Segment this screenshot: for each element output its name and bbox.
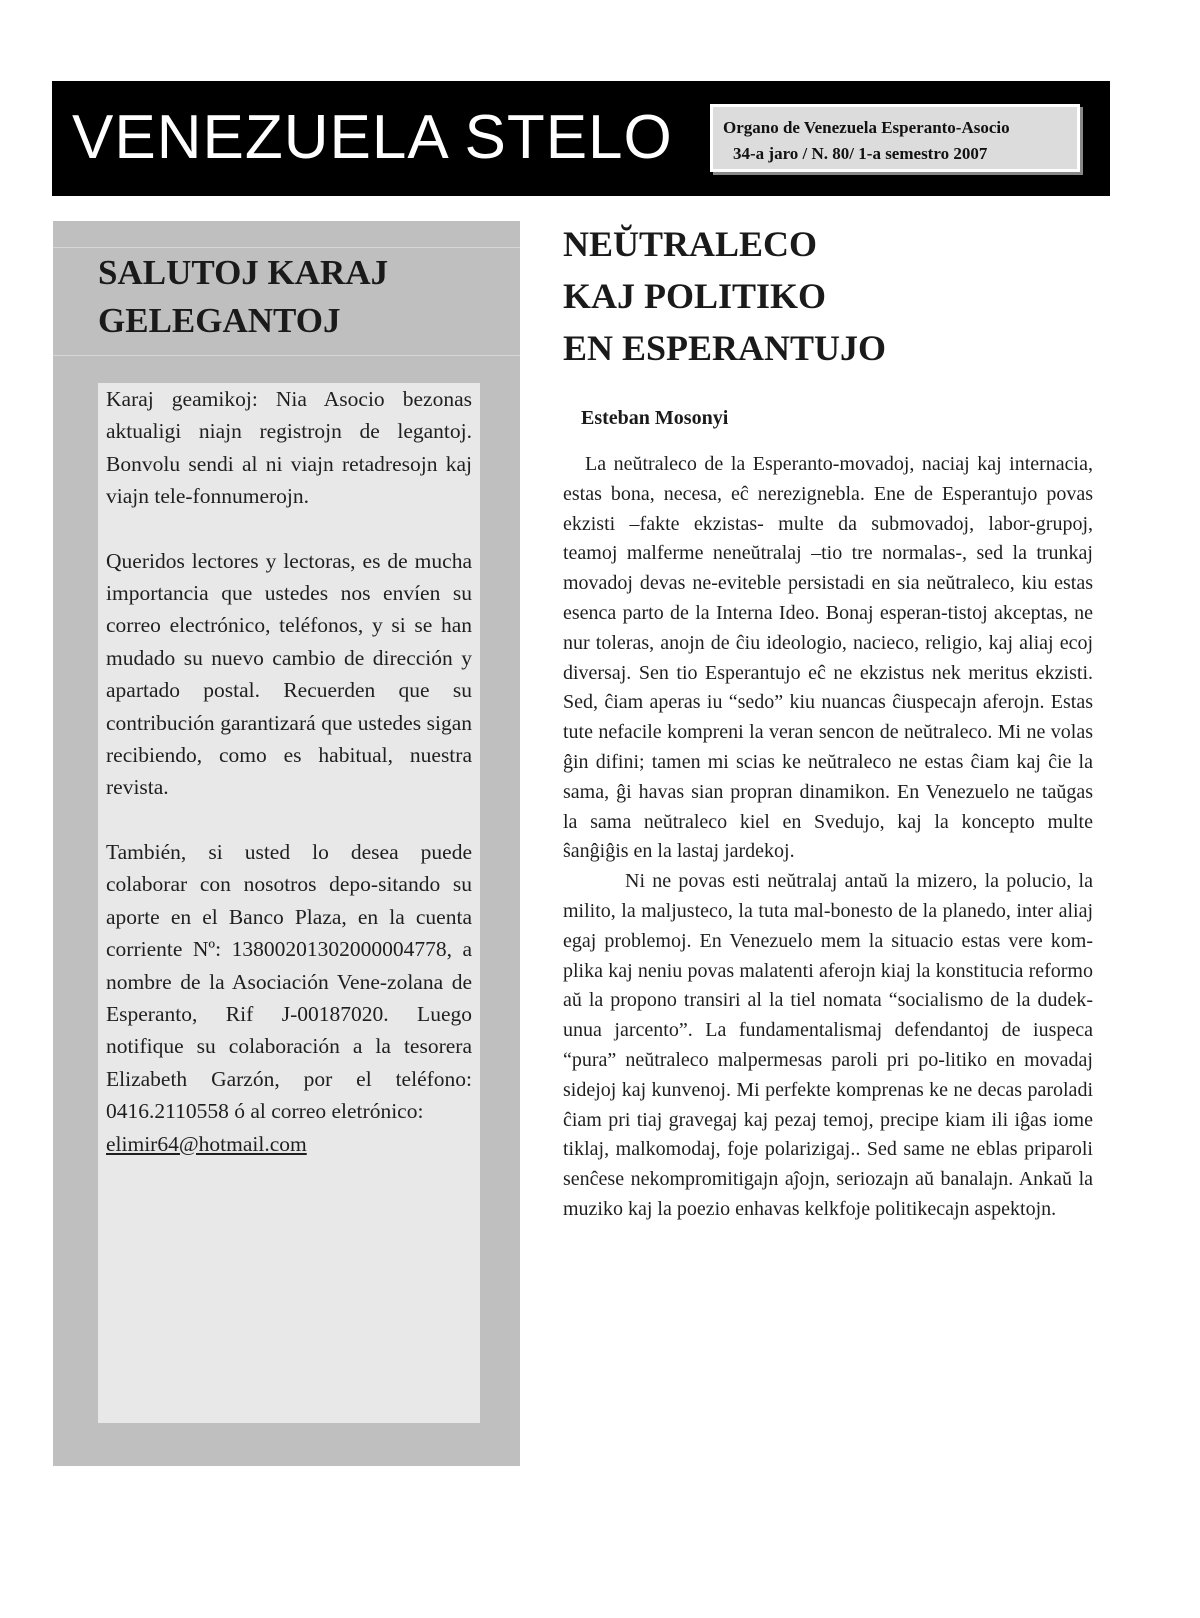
issue-info-box bbox=[710, 104, 1080, 172]
sidebar-heading bbox=[98, 249, 388, 345]
sidebar-paragraph-donation bbox=[106, 836, 472, 1160]
issue-number: 34-a jaro / N. 80/ 1-a semestro 2007 bbox=[733, 144, 988, 163]
sidebar-divider-top bbox=[53, 247, 520, 248]
article-paragraph: La neŭtraleco de la Esperanto-movadoj, naciaj kaj internacia, estas bona, necesa, eĉ nerezignebla. Ene de Esperantujo povas ekzisti –fakte ekzistas- multe da submovadoj, labor-grupoj, teamoj malferme neneŭtralaj –tio tre normalas-, sed la trunkaj movadoj devas ne-eviteble persistadi en sia neŭtraleco, kiu estas esenca parto de la Interna Ideo. Bonaj esperan-tistoj akceptas, ne nur toleras, anojn de ĉiu ideologio, nacieco, religio, kaj aliaj ecoj diversaj. Sen tio Esperantujo eĉ ne ekzistus nek meritus ekzisti. Sed, ĉiam aperas iu “sedo” kiu nuancas ĉiuspecajn aferojn. Estas tute nefacile kompreni la veran sencon de neŭtraleco. Mi ne volas ĝin difini; tamen mi scias ke neŭtraleco ne estas ĉiam kaj ĉie la sama, ĝi havas sian propran dinamikon. En Venezuelo ne taŭgas la sama neŭtraleco kiel en Svedujo, kaj la koncepto multe ŝanĝiĝis en la lastaj jardekoj. bbox=[563, 453, 1093, 863]
sidebar-paragraph-spanish: Queridos lectores y lectoras, es de mucha importancia que ustedes nos envíen su correo electrónico, teléfonos, y si se han mudado su nuevo cambio de dirección y apartado postal. Recuerden que su contribución garantizará que ustedes sigan recibiendo, como es habitual, nuestra revista. bbox=[106, 548, 472, 800]
sidebar-paragraph-esperanto: Karaj geamikoj: Nia Asocio bezonas aktualigi niajn registrojn de legantoj. Bonvolu sendi al ni viajn retadresojn kaj viajn tele-fonnumerojn. bbox=[106, 387, 472, 509]
article-body bbox=[563, 450, 1093, 1225]
article-title-line3: EN ESPERANTUJO bbox=[563, 328, 887, 368]
issue-publisher: Organo de Venezuela Esperanto-Asocio bbox=[723, 118, 1010, 137]
sidebar-heading-line2: GELEGANTOJ bbox=[98, 301, 341, 340]
email-link[interactable]: elimir64@hotmail.com bbox=[106, 1131, 307, 1156]
article-byline: Esteban Mosonyi bbox=[581, 407, 729, 429]
article-title-line2: KAJ POLITIKO bbox=[563, 276, 827, 316]
sidebar-divider-bottom bbox=[53, 355, 520, 356]
sidebar-heading-line1: SALUTOJ KARAJ bbox=[98, 253, 389, 292]
article bbox=[563, 218, 1093, 1225]
newsletter-title: VENEZUELA STELO bbox=[72, 103, 673, 172]
article-title bbox=[563, 218, 1093, 374]
sidebar-notice bbox=[53, 221, 520, 1466]
article-paragraph: Ni ne povas esti neŭtralaj antaŭ la mizero, la polucio, la milito, la maljusteco, la tuta mal-bonesto de la planedo, inter aliaj egaj problemoj. En Venezuelo mem la situacio estas vere kom-plika kaj neniu povas malatenti aferojn kiaj la konstitucia reformo aŭ la propono transiri al la tiel nomata “socialismo de la dudek-unua jarcento”. La fundamentalismaj defendantoj de iuspeca “pura” neŭtraleco malpermesas paroli pri po-litiko en movadaj sidejoj kaj kunvenoj. Mi perfekte komprenas ke ne decas paroladi ĉiam pri tiaj gravegaj kaj pezaj temoj, precipe kiam ili iĝas iome tiklaj, malkomodaj, foje polarizigaj.. Sed same ne eblas priparoli senĉese nekompromitigajn aĵojn, seriozajn aŭ banalajn. Ankaŭ la muziko kaj la poezio enhavas kelkfoje politikecajn aspektojn. bbox=[563, 870, 1093, 1220]
masthead bbox=[52, 81, 1110, 196]
sidebar-text-box bbox=[98, 383, 480, 1423]
article-title-line1: NEŬTRALECO bbox=[563, 224, 818, 264]
donation-text: También, si usted lo desea puede colaborar con nosotros depo-sitando su aporte en el Banco Plaza, en la cuenta corriente Nº: 13800201302000004778, a nombre de la Asociación Vene-zolana de Esperanto, Rif J-00187020. Luego notifique su colaboración a la tesorera Elizabeth Garzón, por el teléfono: 0416.2110558 ó al correo eletrónico: bbox=[106, 839, 472, 1124]
